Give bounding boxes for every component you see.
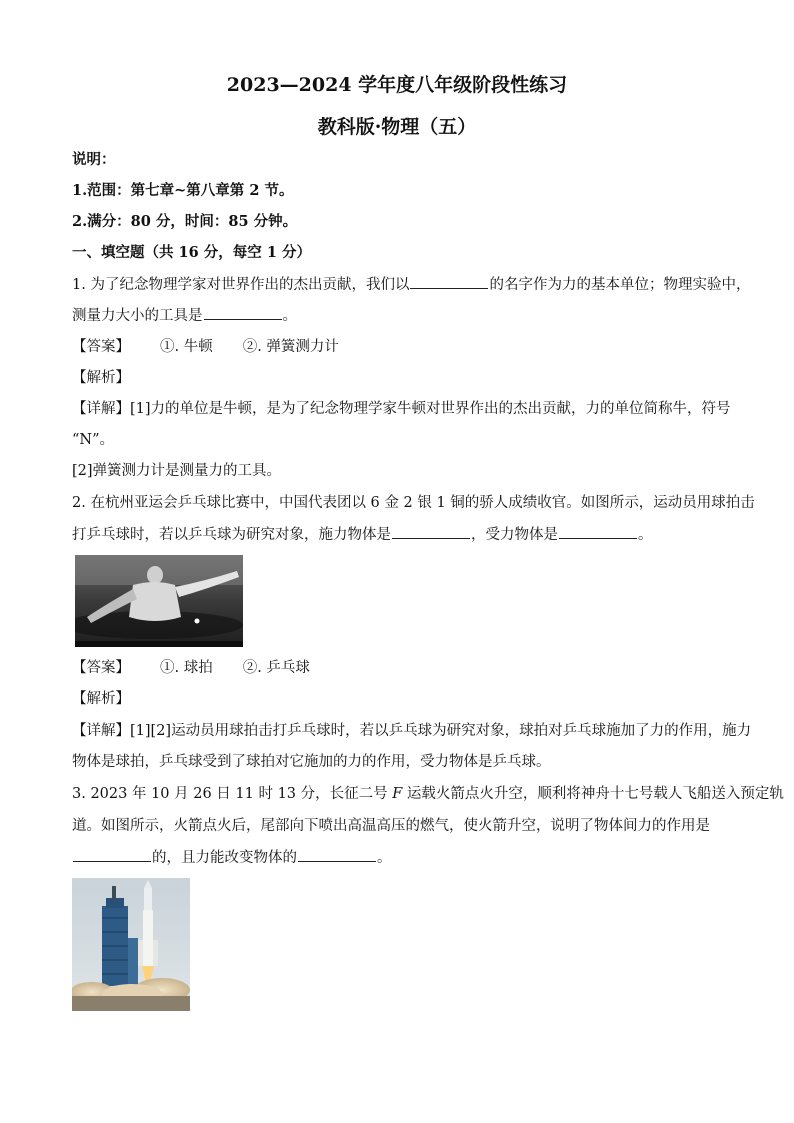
q1-detail-line3: [2]弹簧测力计是测量力的工具。 (72, 463, 282, 479)
q1-answer-1: . 牛顿 (174, 339, 213, 355)
answer-marker-1: ① (160, 660, 175, 676)
answer-label: 【答案】 (72, 339, 130, 355)
section-heading: 一、填空题（共 16 分，每空 1 分） (72, 244, 311, 261)
q2-blank-1 (392, 524, 470, 539)
q3-stem-line2: 道。如图所示，火箭点火后，尾部向下喷出高温高压的燃气，使火箭升空，说明了物体间力的作用是 (72, 818, 710, 834)
q3-stem-line1 (72, 784, 784, 804)
q2-detail-line1: 【详解】[1][2]运动员用球拍击打乒乓球时，若以乒乓球为研究对象，球拍对乒乓球施加了力的作用，施力 (72, 723, 752, 739)
q1-text-a: 1. 为了纪念物理学家对世界作出的杰出贡献，我们以 (72, 277, 410, 293)
q2-answer (72, 658, 732, 678)
answer-label: 【答案】 (72, 660, 130, 676)
q1-detail-line1: 【详解】[1]力的单位是牛顿，是为了纪念物理学家牛顿对世界作出的杰出贡献，力的单位简称牛，符号 (72, 401, 731, 417)
q2-answer-2: . 乒乓球 (257, 660, 310, 676)
q2-text-b: ，受力物体是 (471, 527, 558, 543)
q1-stem-line1 (72, 274, 751, 295)
page-subtitle: 教科版·物理（五） (317, 116, 477, 138)
q2-text-c: 。 (638, 527, 653, 543)
q3-stem-line3 (72, 847, 732, 868)
answer-marker-2: ② (242, 339, 258, 355)
answer-marker-2: ② (242, 660, 258, 676)
q3-blank-2 (298, 847, 376, 862)
q3-text-a: 3. 2023 年 10 月 26 日 11 时 13 分，长征二号 (72, 786, 393, 802)
q1-answer (72, 337, 732, 357)
notes-label: 说明： (72, 151, 116, 168)
q1-analysis-label: 【解析】 (72, 370, 130, 386)
q1-detail-line2: “N”。 (72, 432, 115, 448)
q2-blank-2 (559, 524, 637, 539)
table-tennis-photo (75, 555, 243, 647)
q2-answer-1: . 球拍 (174, 660, 213, 676)
q2-text-a: 打乒乓球时，若以乒乓球为研究对象，施力物体是 (72, 527, 391, 543)
notes-score: 2.满分：80 分，时间：85 分钟。 (72, 213, 298, 230)
q2-analysis-label: 【解析】 (72, 691, 130, 707)
q2-detail-line2: 物体是球拍，乒乓球受到了球拍对它施加的力的作用，受力物体是乒乓球。 (72, 754, 551, 770)
answer-marker-1: ① (160, 339, 175, 355)
q3-text-c: 的，且力能改变物体的 (152, 850, 297, 866)
q2-stem-line2 (72, 524, 732, 545)
q1-blank-2 (204, 305, 282, 320)
q1-answer-2: . 弹簧测力计 (257, 339, 339, 355)
q3-text-d: 。 (377, 850, 392, 866)
q1-stem-line2 (72, 305, 732, 326)
rocket-launch-photo (72, 878, 190, 1011)
q3-rocket-letter: F (392, 786, 403, 802)
q3-text-b: 运载火箭点火升空，顺利将神舟十七号载人飞船送入预定轨 (402, 786, 784, 802)
q1-text-c: 测量力大小的工具是 (72, 308, 203, 324)
q2-stem-line1: 2. 在杭州亚运会乒乓球比赛中，中国代表团以 6 金 2 银 1 铜的骄人成绩收官。如图所示，运动员用球拍击 (72, 495, 755, 511)
notes-range: 1.范围：第七章~第八章第 2 节。 (72, 182, 294, 199)
q1-text-d: 。 (282, 308, 297, 324)
q1-text-b: 的名字作为力的基本单位；物理实验中， (489, 277, 751, 293)
page-title: 2023—2024 学年度八年级阶段性练习 (226, 74, 568, 96)
q1-blank-1 (410, 274, 488, 289)
q3-blank-1 (73, 847, 151, 862)
